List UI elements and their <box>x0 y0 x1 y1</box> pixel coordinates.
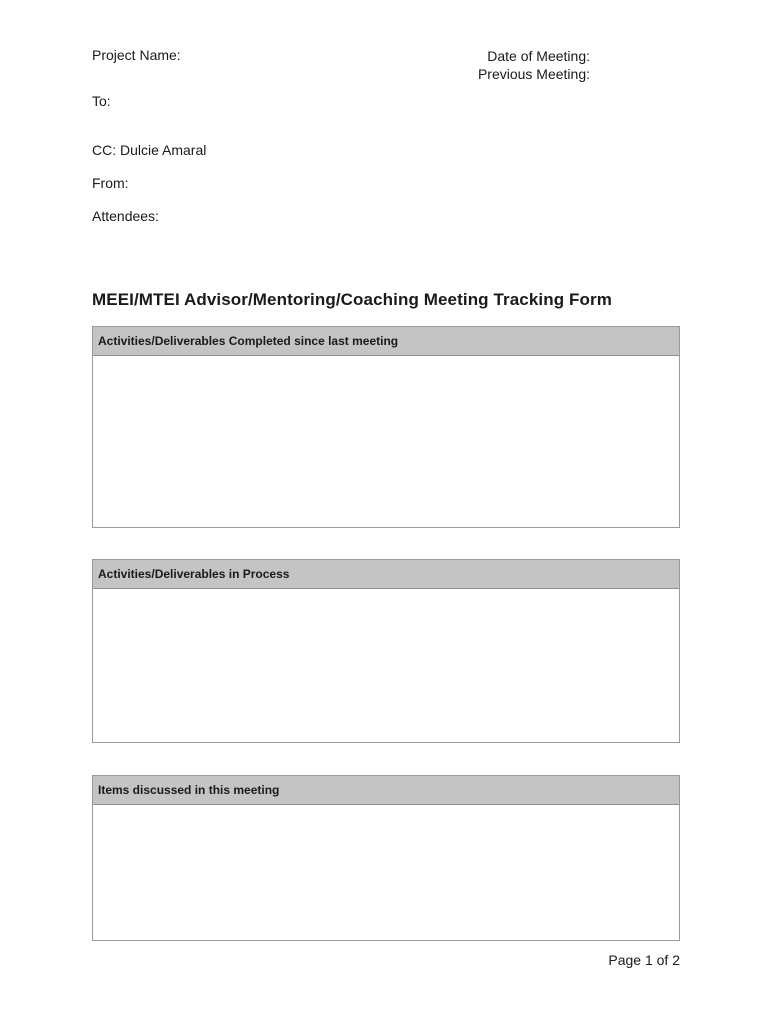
section-heading: Items discussed in this meeting <box>93 776 679 805</box>
completed-activities-field[interactable] <box>93 356 679 527</box>
to-label: To: <box>92 93 111 109</box>
date-of-meeting-label: Date of Meeting: <box>487 48 590 64</box>
completed-activities-section <box>92 326 680 528</box>
in-process-activities-field[interactable] <box>93 589 679 742</box>
in-process-activities-section <box>92 559 680 743</box>
page-number: Page 1 of 2 <box>608 952 680 968</box>
project-name-label: Project Name: <box>92 47 181 63</box>
previous-meeting-label: Previous Meeting: <box>477 66 590 82</box>
section-heading: Activities/Deliverables in Process <box>93 560 679 589</box>
meeting-dates-block <box>478 47 590 83</box>
section-heading: Activities/Deliverables Completed since last meeting <box>93 327 679 356</box>
form-title: MEEI/MTEI Advisor/Mentoring/Coaching Meeting Tracking Form <box>92 290 612 309</box>
attendees-label: Attendees: <box>92 208 159 224</box>
items-discussed-section <box>92 775 680 941</box>
cc-label: CC: Dulcie Amaral <box>92 142 207 158</box>
items-discussed-field[interactable] <box>93 805 679 940</box>
from-label: From: <box>92 175 129 191</box>
